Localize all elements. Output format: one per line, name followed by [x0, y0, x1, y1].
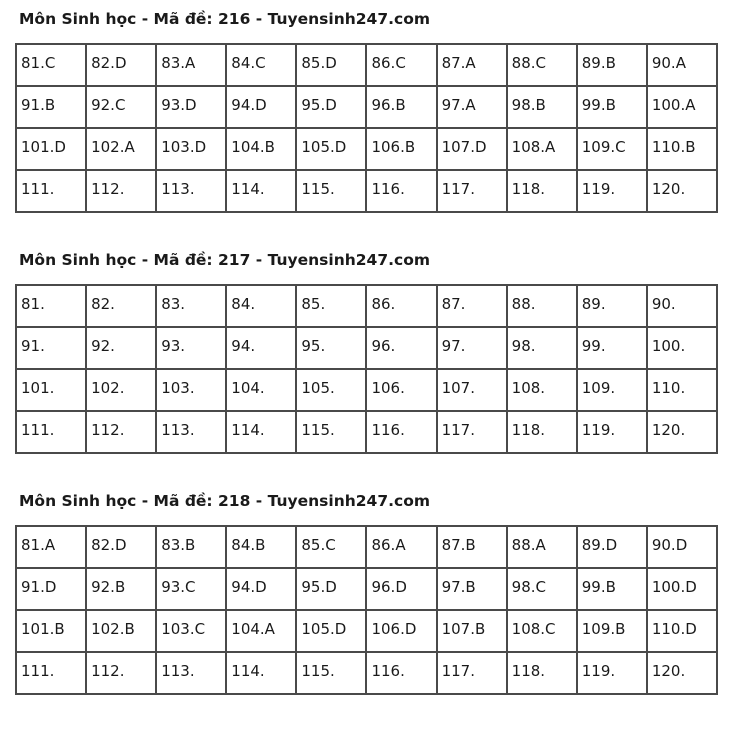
answer-block-218	[15, 491, 718, 695]
answer-cell: 85.C	[296, 526, 366, 568]
answer-cell: 115.	[296, 411, 366, 453]
answer-cell: 92.	[86, 327, 156, 369]
answer-cell: 91.	[16, 327, 86, 369]
answer-cell: 88.C	[507, 44, 577, 86]
answer-cell: 119.	[577, 170, 647, 212]
answer-cell: 115.	[296, 652, 366, 694]
answer-cell: 81.	[16, 285, 86, 327]
answer-cell: 100.A	[647, 86, 717, 128]
answer-cell: 82.D	[86, 526, 156, 568]
answer-cell: 104.B	[226, 128, 296, 170]
answer-cell: 110.D	[647, 610, 717, 652]
answer-cell: 96.D	[366, 568, 436, 610]
answer-cell: 112.	[86, 170, 156, 212]
answer-cell: 97.	[437, 327, 507, 369]
answer-cell: 85.D	[296, 44, 366, 86]
answer-cell: 120.	[647, 170, 717, 212]
answer-cell: 92.B	[86, 568, 156, 610]
answer-cell: 105.D	[296, 128, 366, 170]
answer-cell: 102.	[86, 369, 156, 411]
table-row	[16, 369, 717, 411]
answer-cell: 81.C	[16, 44, 86, 86]
answer-cell: 89.	[577, 285, 647, 327]
answer-cell: 92.C	[86, 86, 156, 128]
table-row	[16, 170, 717, 212]
answer-cell: 104.A	[226, 610, 296, 652]
answer-cell: 86.A	[366, 526, 436, 568]
table-row	[16, 86, 717, 128]
answer-cell: 109.C	[577, 128, 647, 170]
answer-cell: 112.	[86, 652, 156, 694]
answer-cell: 89.B	[577, 44, 647, 86]
answer-cell: 101.	[16, 369, 86, 411]
answer-cell: 105.D	[296, 610, 366, 652]
answer-cell: 82.	[86, 285, 156, 327]
answer-cell: 113.	[156, 170, 226, 212]
answer-cell: 90.D	[647, 526, 717, 568]
answer-cell: 90.	[647, 285, 717, 327]
answer-cell: 114.	[226, 170, 296, 212]
answer-cell: 96.	[366, 327, 436, 369]
answer-cell: 101.B	[16, 610, 86, 652]
answer-cell: 99.B	[577, 568, 647, 610]
answer-cell: 95.	[296, 327, 366, 369]
answer-cell: 117.	[437, 411, 507, 453]
answer-cell: 83.A	[156, 44, 226, 86]
answer-cell: 83.	[156, 285, 226, 327]
answer-cell: 119.	[577, 652, 647, 694]
answer-cell: 110.B	[647, 128, 717, 170]
answer-cell: 111.	[16, 170, 86, 212]
answer-cell: 91.D	[16, 568, 86, 610]
answer-cell: 106.B	[366, 128, 436, 170]
answer-cell: 103.C	[156, 610, 226, 652]
block-title: Môn Sinh học - Mã đề: 218 - Tuyensinh247.com	[19, 492, 430, 510]
block-title: Môn Sinh học - Mã đề: 217 - Tuyensinh247.com	[19, 251, 430, 269]
answer-cell: 120.	[647, 652, 717, 694]
answer-cell: 103.D	[156, 128, 226, 170]
answer-cell: 111.	[16, 411, 86, 453]
answer-block-216	[15, 9, 718, 213]
answer-cell: 107.D	[437, 128, 507, 170]
answer-cell: 94.D	[226, 568, 296, 610]
answer-cell: 93.D	[156, 86, 226, 128]
answer-cell: 109.B	[577, 610, 647, 652]
answer-cell: 112.	[86, 411, 156, 453]
answer-cell: 94.	[226, 327, 296, 369]
answer-cell: 88.	[507, 285, 577, 327]
answer-table	[15, 43, 718, 213]
answer-cell: 84.B	[226, 526, 296, 568]
answer-cell: 84.C	[226, 44, 296, 86]
block-title: Môn Sinh học - Mã đề: 216 - Tuyensinh247.com	[19, 10, 430, 28]
answer-cell: 85.	[296, 285, 366, 327]
table-row	[16, 411, 717, 453]
answer-cell: 86.	[366, 285, 436, 327]
answer-cell: 99.B	[577, 86, 647, 128]
answer-cell: 93.	[156, 327, 226, 369]
answer-cell: 99.	[577, 327, 647, 369]
answer-cell: 108.	[507, 369, 577, 411]
answer-cell: 87.B	[437, 526, 507, 568]
table-row	[16, 128, 717, 170]
answer-cell: 97.B	[437, 568, 507, 610]
answer-table	[15, 284, 718, 454]
answer-cell: 113.	[156, 652, 226, 694]
table-row	[16, 285, 717, 327]
answer-cell: 101.D	[16, 128, 86, 170]
answer-cell: 117.	[437, 652, 507, 694]
answer-cell: 86.C	[366, 44, 436, 86]
answer-cell: 102.A	[86, 128, 156, 170]
answer-cell: 100.D	[647, 568, 717, 610]
table-row	[16, 610, 717, 652]
answer-cell: 91.B	[16, 86, 86, 128]
answer-cell: 106.D	[366, 610, 436, 652]
answer-cell: 97.A	[437, 86, 507, 128]
answer-cell: 105.	[296, 369, 366, 411]
answer-cell: 119.	[577, 411, 647, 453]
answer-cell: 106.	[366, 369, 436, 411]
answer-cell: 116.	[366, 411, 436, 453]
answer-cell: 102.B	[86, 610, 156, 652]
answer-cell: 104.	[226, 369, 296, 411]
answer-cell: 100.	[647, 327, 717, 369]
answer-cell: 116.	[366, 652, 436, 694]
answer-cell: 118.	[507, 652, 577, 694]
answer-cell: 93.C	[156, 568, 226, 610]
answer-cell: 89.D	[577, 526, 647, 568]
answer-cell: 84.	[226, 285, 296, 327]
answer-cell: 108.C	[507, 610, 577, 652]
answer-cell: 96.B	[366, 86, 436, 128]
table-row	[16, 568, 717, 610]
table-row	[16, 327, 717, 369]
answer-cell: 87.A	[437, 44, 507, 86]
answer-cell: 113.	[156, 411, 226, 453]
answer-cell: 115.	[296, 170, 366, 212]
answer-cell: 88.A	[507, 526, 577, 568]
answer-cell: 117.	[437, 170, 507, 212]
answer-cell: 110.	[647, 369, 717, 411]
table-row	[16, 652, 717, 694]
answer-cell: 107.B	[437, 610, 507, 652]
answer-cell: 90.A	[647, 44, 717, 86]
table-row	[16, 526, 717, 568]
answer-cell: 109.	[577, 369, 647, 411]
answer-cell: 83.B	[156, 526, 226, 568]
answer-cell: 107.	[437, 369, 507, 411]
answer-cell: 98.B	[507, 86, 577, 128]
answer-cell: 95.D	[296, 86, 366, 128]
table-row	[16, 44, 717, 86]
answer-cell: 114.	[226, 652, 296, 694]
answer-cell: 95.D	[296, 568, 366, 610]
answer-cell: 114.	[226, 411, 296, 453]
answer-cell: 118.	[507, 411, 577, 453]
answer-cell: 118.	[507, 170, 577, 212]
answer-table	[15, 525, 718, 695]
answer-block-217	[15, 250, 718, 454]
answer-cell: 108.A	[507, 128, 577, 170]
answer-cell: 120.	[647, 411, 717, 453]
answer-cell: 94.D	[226, 86, 296, 128]
answer-cell: 87.	[437, 285, 507, 327]
answer-cell: 82.D	[86, 44, 156, 86]
answer-cell: 98.	[507, 327, 577, 369]
answer-cell: 111.	[16, 652, 86, 694]
answer-cell: 103.	[156, 369, 226, 411]
answer-cell: 98.C	[507, 568, 577, 610]
answer-cell: 116.	[366, 170, 436, 212]
answer-cell: 81.A	[16, 526, 86, 568]
